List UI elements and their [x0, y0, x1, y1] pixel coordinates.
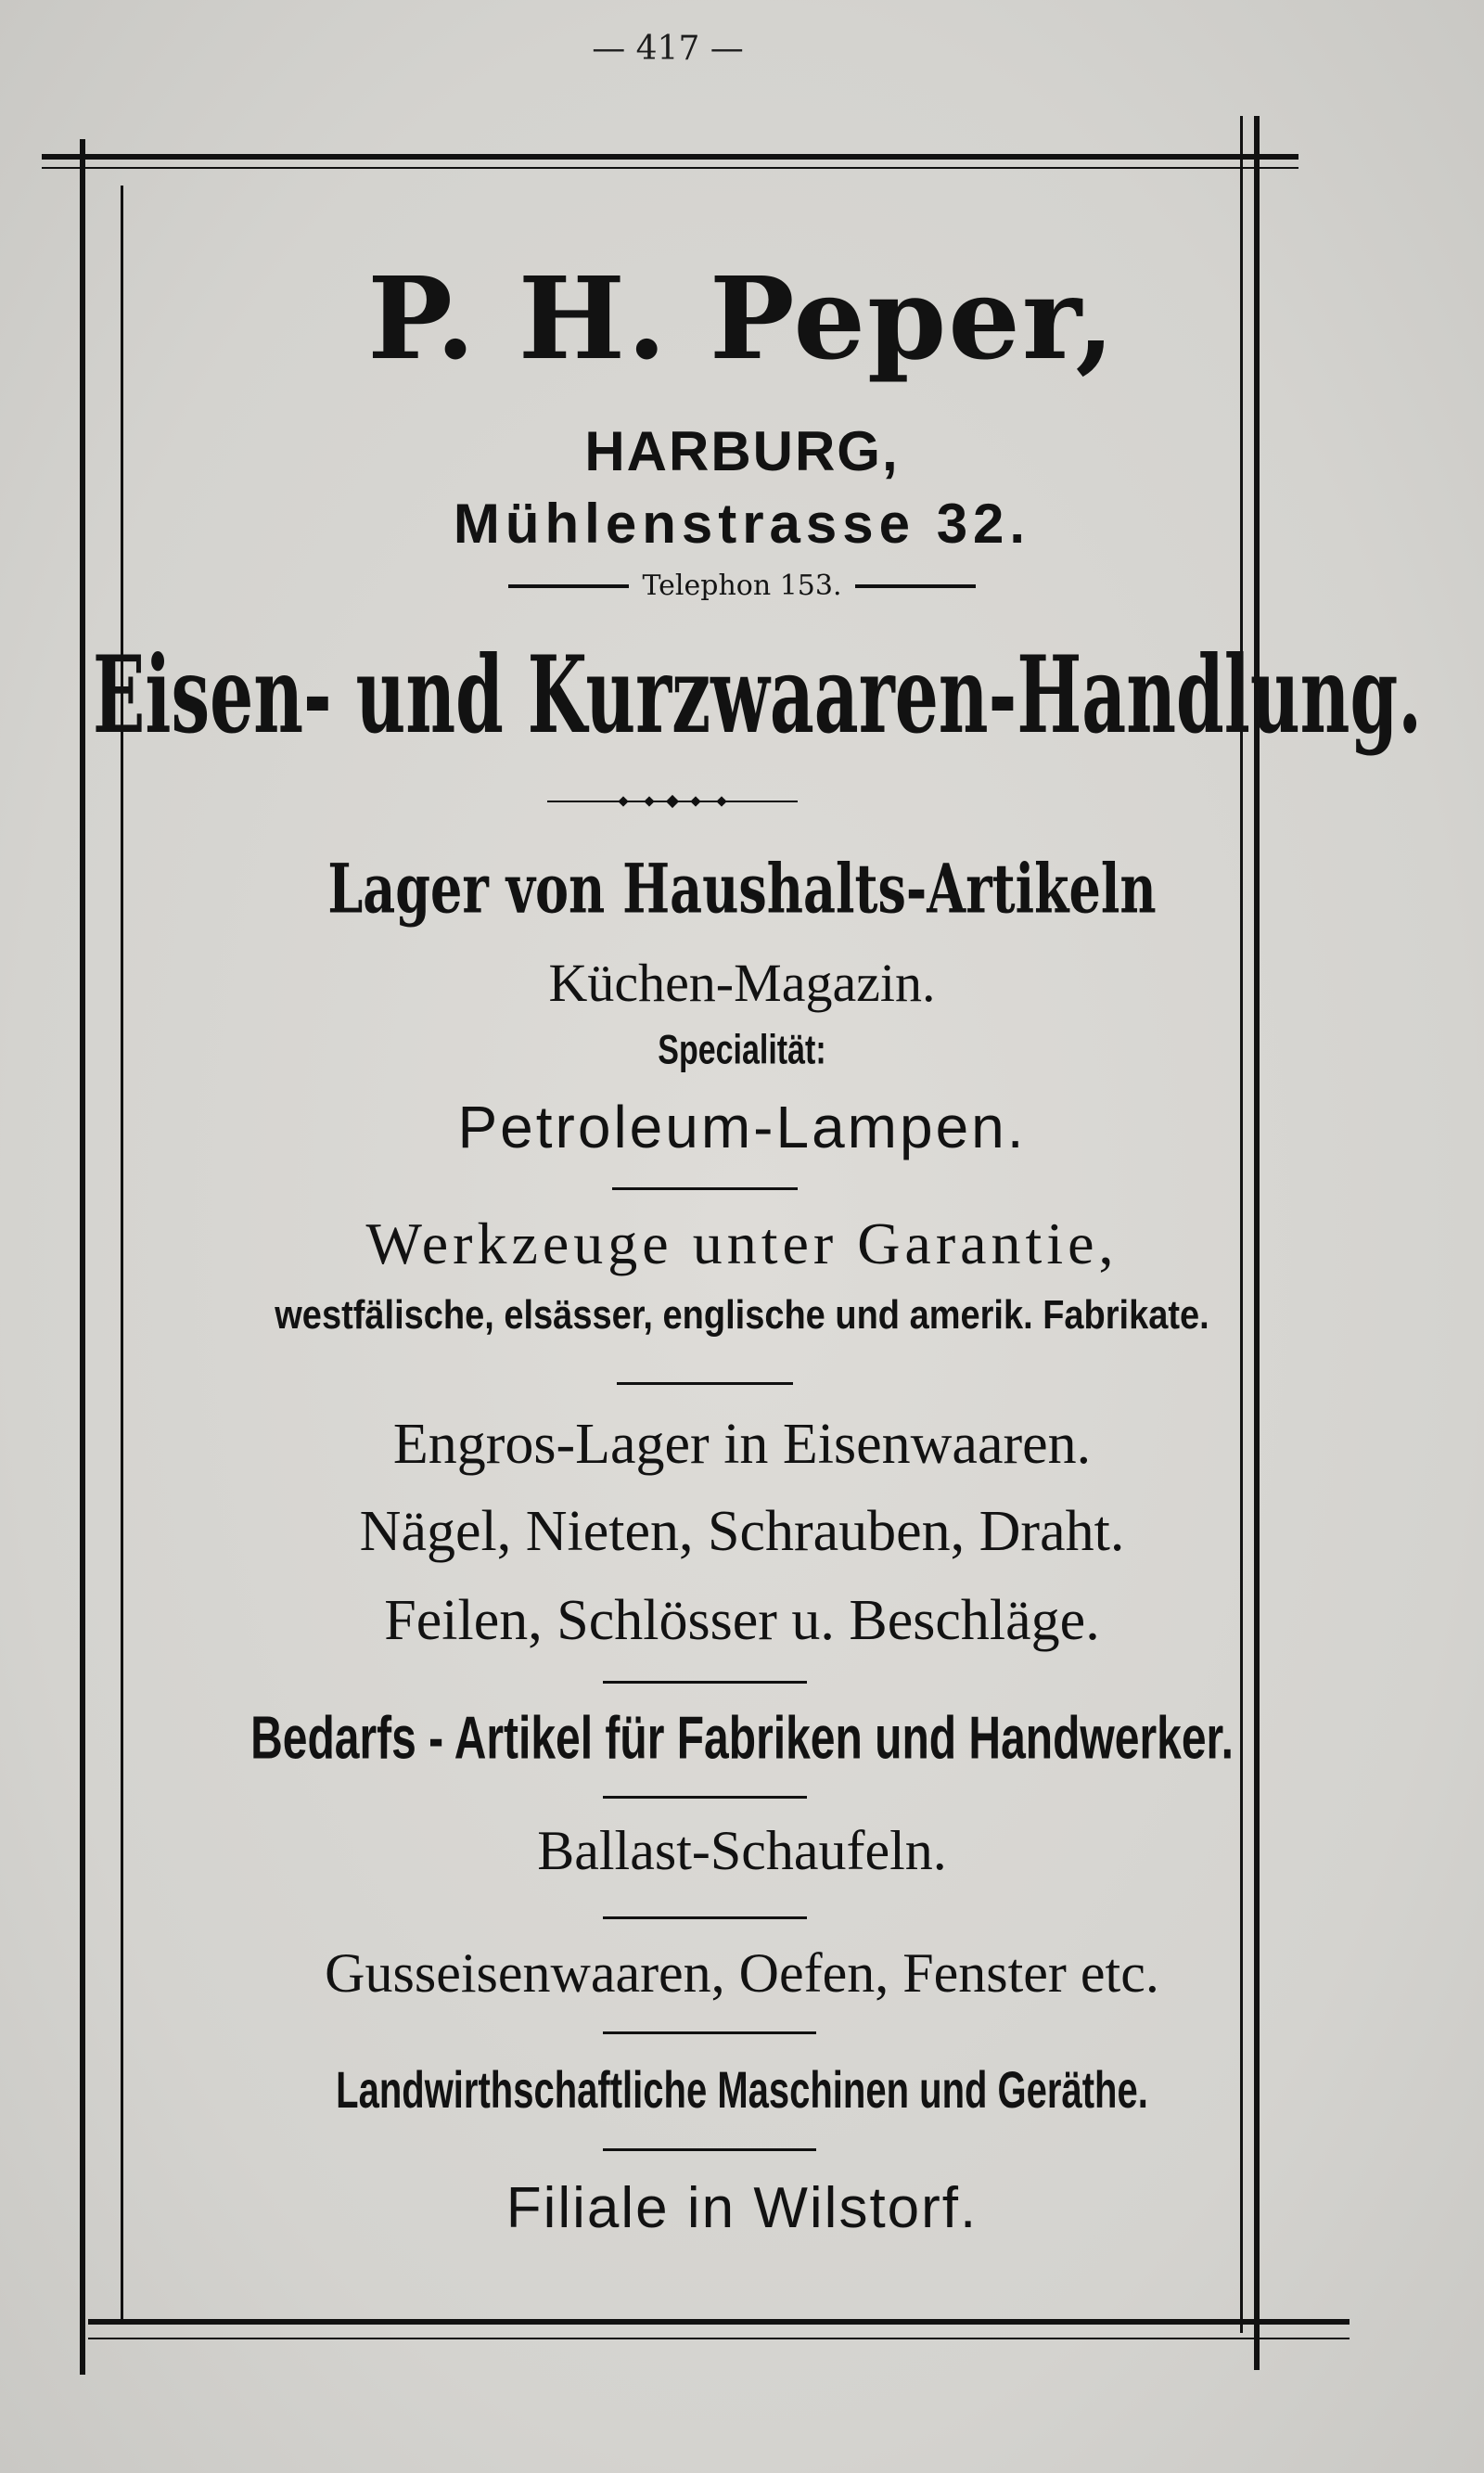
- frame-bottom-thin-rule: [88, 2338, 1350, 2339]
- nails-rivets: Nägel, Nieten, Schrauben, Draht.: [359, 1500, 1125, 1563]
- ballast-shovels: Ballast-Schaufeln.: [537, 1820, 947, 1881]
- trade-heading: Eisen- und Kurzwaaren-Handlung.: [93, 634, 1422, 758]
- kitchen-store: Küchen-Magazin.: [548, 953, 936, 1013]
- telephone-right-dash: [855, 584, 976, 588]
- frame-top-thin-rule: [42, 167, 1298, 169]
- trade-supplies: Bedarfs - Artikel für Fabriken und Handwerker.: [250, 1705, 1234, 1773]
- company-name: P. H. Peper,: [367, 251, 1117, 385]
- separator-4: [603, 1796, 807, 1799]
- frame-bottom-rule: [88, 2319, 1350, 2325]
- branch-office: Filiale in Wilstorf.: [505, 2176, 979, 2240]
- ornament-divider: [547, 794, 798, 809]
- household-articles-heading: Lager von Haushalts-Artikeln: [327, 848, 1157, 929]
- separator-1: [612, 1187, 798, 1190]
- speciality-label: Specialität:: [658, 1027, 826, 1073]
- wholesale-iron: Engros-Lager in Eisenwaaren.: [392, 1413, 1092, 1476]
- files-locks: Feilen, Schlösser u. Beschläge.: [384, 1589, 1100, 1652]
- frame-top-rule: [42, 154, 1298, 160]
- telephone-left-dash: [508, 584, 629, 588]
- city: HARBURG,: [584, 420, 900, 482]
- tool-makes: westfälische, elsässer, englische und amerik. Fabrikate.: [275, 1292, 1209, 1339]
- frame-left-rule: [80, 139, 85, 2375]
- cast-iron-goods: Gusseisenwaaren, Oefen, Fenster etc.: [325, 1942, 1159, 2004]
- page-number: — 417 —: [592, 30, 744, 68]
- speciality-item: Petroleum-Lampen.: [457, 1094, 1027, 1160]
- separator-7: [603, 2148, 816, 2151]
- street-address: Mühlenstrasse 32.: [453, 493, 1031, 555]
- separator-2: [617, 1382, 793, 1385]
- agricultural-machines: Landwirthschaftliche Maschinen und Geräthe.: [336, 2062, 1148, 2120]
- separator-5: [603, 1916, 807, 1919]
- tools-guarantee: Werkzeuge unter Garantie,: [365, 1211, 1119, 1276]
- separator-6: [603, 2031, 816, 2034]
- telephone: Telephon 153.: [642, 570, 842, 602]
